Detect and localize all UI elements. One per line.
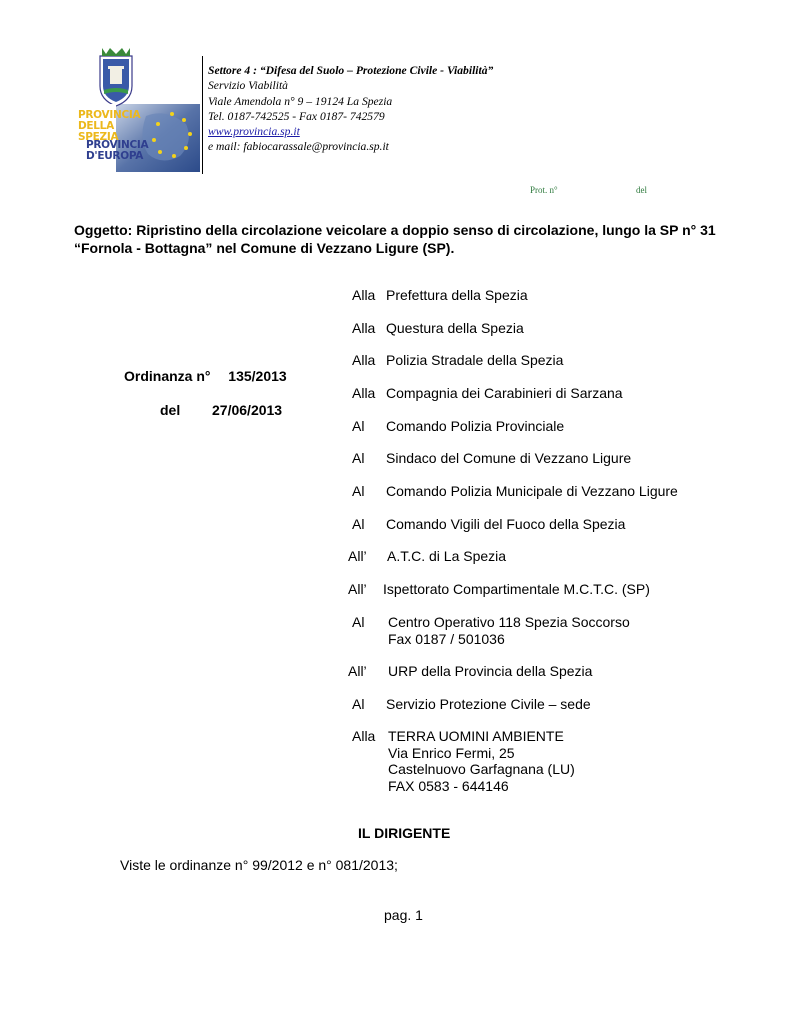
province-logo [76, 46, 200, 172]
recipient-prefix: Alla [352, 352, 376, 368]
recipient-prefix: Al [352, 418, 365, 434]
recipient-prefix: Alla [352, 728, 376, 744]
header-divider [202, 56, 203, 174]
recipient-prefix: All’ [348, 663, 367, 679]
recipient-line: Ispettorato Compartimentale M.C.T.C. (SP) [383, 581, 650, 597]
address-line: Viale Amendola n° 9 – 19124 La Spezia [208, 94, 393, 108]
recipient-line: Centro Operativo 118 Spezia Soccorso [388, 614, 630, 630]
recipient-line: TERRA UOMINI AMBIENTE [388, 728, 564, 744]
recipient-line: Sindaco del Comune di Vezzano Ligure [386, 450, 632, 466]
viste-paragraph: Viste le ordinanze n° 99/2012 e n° 081/2013; [120, 857, 398, 873]
recipient-line: A.T.C. di La Spezia [387, 548, 507, 564]
signature-title: IL DIRIGENTE [358, 825, 451, 841]
recipient-line: FAX 0583 - 644146 [388, 777, 509, 794]
recipient-prefix: Al [352, 450, 365, 466]
prot-label: Prot. n° [530, 185, 558, 195]
recipient-line: Castelnuovo Garfagnana (LU) [388, 761, 575, 777]
ordinance-date-label: del [160, 402, 181, 418]
header-info [208, 63, 493, 155]
page-number: pag. 1 [384, 907, 423, 923]
recipient-line: URP della Provincia della Spezia [388, 663, 593, 679]
ordinance-date-value: 27/06/2013 [212, 402, 283, 418]
recipient-prefix: Alla [352, 287, 376, 303]
recipient-prefix: All’ [348, 548, 367, 564]
recipient-line: Comando Vigili del Fuoco della Spezia [386, 516, 626, 532]
recipient-line: Polizia Stradale della Spezia [386, 352, 564, 368]
recipient-line: Via Enrico Fermi, 25 [388, 744, 515, 761]
settore-title: Settore 4 : “Difesa del Suolo – Protezione Civile - Viabilità” [208, 64, 494, 77]
recipient-prefix: Al [352, 483, 365, 499]
recipient-prefix: Al [352, 516, 365, 532]
logo-text-line: PROVINCIA [86, 139, 149, 151]
subject-line: Oggetto: Ripristino della circolazione veicolare a doppio senso di circolazione, lungo la SP n° 31 [74, 222, 716, 238]
recipient-line: Comando Polizia Municipale di Vezzano Ligure [386, 483, 678, 499]
recipient-line: Compagnia dei Carabinieri di Sarzana [386, 385, 623, 401]
subject [74, 221, 754, 257]
recipient-prefix: Alla [352, 385, 376, 401]
prot-del-label: del [636, 185, 647, 195]
ordinance-number [124, 368, 287, 384]
logo-text-line: PROVINCIA [78, 109, 141, 121]
ordinance-date [160, 402, 282, 418]
servizio-line: Servizio Viabilità [208, 79, 288, 93]
subject-line: “Fornola - Bottagna” nel Comune di Vezzano Ligure (SP). [74, 240, 455, 256]
recipient-line: Comando Polizia Provinciale [386, 418, 565, 434]
recipient-line: Prefettura della Spezia [386, 287, 528, 303]
recipient-line: Fax 0187 / 501036 [388, 630, 505, 647]
recipient-prefix: Al [352, 614, 365, 630]
recipient-line: Questura della Spezia [386, 320, 524, 336]
logo-text-line: DELLA SPEZIA [78, 120, 119, 143]
ordinance-number-label: Ordinanza n° [124, 368, 211, 384]
website-link[interactable]: www.provincia.sp.it [208, 125, 300, 139]
recipient-prefix: Alla [352, 320, 376, 336]
email-line: e mail: fabiocarassale@provincia.sp.it [208, 140, 389, 154]
logo-text-line: D'EUROPA [86, 150, 144, 162]
phone-line: Tel. 0187-742525 - Fax 0187- 742579 [208, 109, 385, 123]
recipient-prefix: All’ [348, 581, 367, 597]
recipient-line: Servizio Protezione Civile – sede [386, 696, 591, 712]
ordinance-number-value: 135/2013 [228, 368, 287, 384]
recipient-prefix: Al [352, 696, 365, 712]
